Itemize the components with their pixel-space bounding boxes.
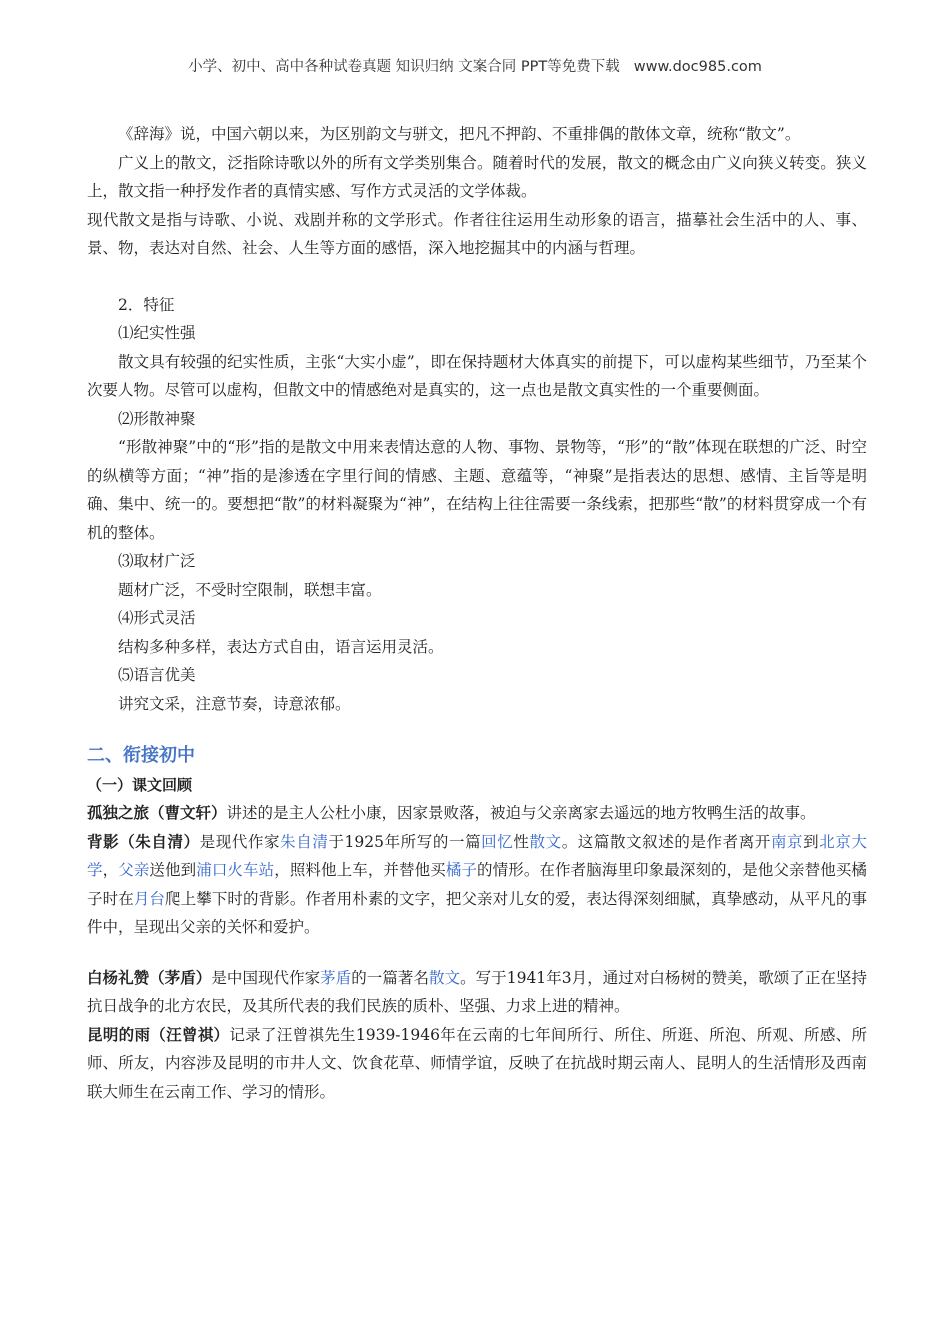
- spacer: [87, 263, 867, 291]
- review-text: 是现代作家: [199, 832, 281, 851]
- review-text: ，: [102, 861, 119, 879]
- link-maodun[interactable]: 茅盾: [320, 968, 352, 987]
- review-beiying: [87, 828, 867, 942]
- page-header: [0, 55, 950, 76]
- link-yuetai[interactable]: 月台: [133, 889, 166, 908]
- link-nanjing[interactable]: 南京: [770, 832, 804, 851]
- review-kunmingdeyu: [87, 1021, 867, 1107]
- review-text: 的一篇著名: [351, 968, 429, 987]
- review-title: 孤独之旅（曹文轩）: [87, 804, 227, 822]
- link-pukou-station[interactable]: 浦口火车站: [196, 861, 275, 879]
- feature-4-text: 结构多种多样，表达方式自由，语言运用灵活。: [118, 637, 444, 656]
- feature-2-text: “形散神聚”中的“形”指的是散文中用来表情达意的人物、事物、景物等，“形”的“散”体现在联想的广泛、时空的纵横等方面；“神”指的是渗透在字里行间的情感、主题、意蕴等，“神聚”是指表达的思想、感情、主旨等是明确、集中、统一的。要想把“散”的材料凝聚为“神”，在结构上往往需要一条线索，把那些“散”的材料贯穿成一个有机的整体。: [87, 438, 867, 542]
- feature-3-title: ⑶取材广泛: [118, 552, 196, 570]
- link-zhuziqing[interactable]: 朱自清: [280, 832, 329, 851]
- review-title: 昆明的雨（汪曾祺）: [87, 1025, 230, 1044]
- feature-1-title: ⑴纪实性强: [118, 324, 196, 342]
- review-baiyanglizan: [87, 964, 867, 1021]
- spacer: [87, 718, 867, 741]
- review-title: 白杨礼赞（茅盾）: [87, 968, 212, 987]
- link-huiyi[interactable]: 回忆: [481, 832, 514, 851]
- review-text: 记录了汪曾祺先生1939-1946年在云南的七年间所行、所住、所逛、所泡、所观、所感、所师、所友，内容涉及昆明的市井人文、饮食花草、师情学谊，反映了在抗战时期云南人、昆明人的生活情形及西南联大师生在云南工作、学习的情形。: [87, 1025, 867, 1101]
- feature-5-text: 讲究文采，注意节奏，诗意浓郁。: [118, 694, 351, 713]
- section-2-subtitle: （一）课文回顾: [87, 776, 193, 794]
- review-text: ，照料他上车，并替他买: [274, 861, 446, 879]
- link-sanwen-2[interactable]: 散文: [429, 968, 461, 987]
- review-text: 讲述的是主人公杜小康，因家景败落，被迫与父亲离家去遥远的地方牧鸭生活的故事。: [226, 804, 816, 822]
- review-text: 爬上攀下时的背影。作者用朴素的文字，把父亲对儿女的爱，表达得深刻细腻，真挚感动，从平凡的事件中，呈现出父亲的关怀和爱护。: [87, 889, 867, 936]
- review-text: 的情形。在作者脑海里印象最深刻的，是他父亲替他买橘子时在: [87, 861, 867, 908]
- review-text: 送他到: [149, 861, 197, 879]
- spacer: [87, 942, 867, 964]
- feature-5-title: ⑸语言优美: [118, 666, 196, 684]
- section-2-title: 二、衔接初中: [87, 745, 195, 766]
- review-text: 性: [513, 832, 530, 851]
- feature-3-text: 题材广泛，不受时空限制，联想丰富。: [118, 580, 382, 599]
- review-text: 是中国现代作家: [211, 968, 321, 987]
- feature-4-title: ⑷形式灵活: [118, 609, 196, 627]
- link-sanwen[interactable]: 散文: [529, 832, 562, 851]
- intro-paragraph-3: 现代散文是指与诗歌、小说、戏剧并称的文学形式。作者往往运用生动形象的语言，描摹社会生活中的人、事、景、物，表达对自然、社会、人生等方面的感悟，深入地挖掘其中的内涵与哲理。: [87, 210, 867, 257]
- document-body: [87, 120, 867, 1106]
- review-text: 到: [803, 832, 820, 851]
- feature-1-text: 散文具有较强的纪实性质，主张“大实小虚”，即在保持题材大体真实的前提下，可以虚构某些细节，乃至某个次要人物。尽管可以虚构，但散文中的情感绝对是真实的，这一点也是散文真实性的一个重要侧面。: [87, 352, 867, 399]
- intro-paragraph-1: 《辞海》说，中国六朝以来，为区别韵文与骈文，把凡不押韵、不重排偶的散体文章，统称“散文”。: [118, 125, 801, 143]
- link-fuqin[interactable]: 父亲: [118, 861, 150, 879]
- review-text: 。这篇散文叙述的是作者离开: [561, 832, 771, 851]
- header-text: 小学、初中、高中各种试卷真题 知识归纳 文案合同 PPT等免费下载: [188, 59, 620, 75]
- review-text: 于1925年所写的一篇: [328, 832, 482, 851]
- link-beijing-daxue[interactable]: 北京大学: [87, 832, 867, 879]
- feature-2-title: ⑵形散神聚: [118, 409, 196, 428]
- intro-paragraph-2: 广义上的散文，泛指除诗歌以外的所有文学类别集合。随着时代的发展，散文的概念由广义向狭义转变。狭义上，散文指一种抒发作者的真情实感、写作方式灵活的文学体裁。: [87, 153, 867, 200]
- link-juzi[interactable]: 橘子: [445, 861, 478, 879]
- review-title: 背影（朱自清）: [87, 832, 200, 851]
- review-text: 。写于1941年3月，通过对白杨树的赞美，歌颂了正在坚持抗日战争的北方农民，及其所代表的我们民族的质朴、坚强、力求上进的精神。: [87, 968, 867, 1015]
- header-url[interactable]: www.doc985.com: [633, 59, 762, 75]
- features-heading: 2．特征: [118, 295, 175, 314]
- review-guduzhilv: [87, 799, 867, 828]
